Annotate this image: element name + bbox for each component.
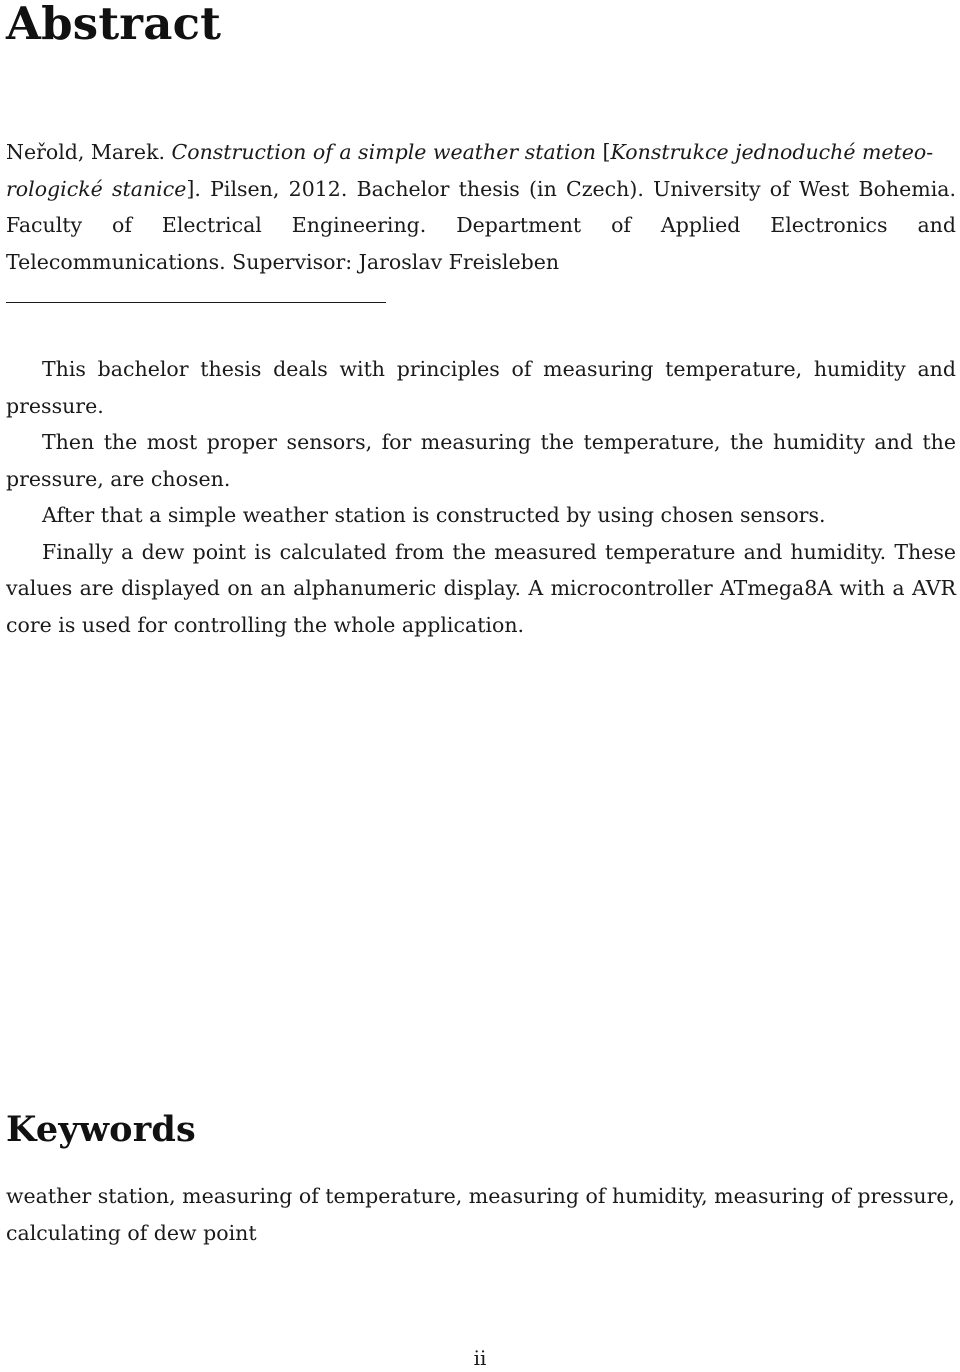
footnote-rule <box>6 302 386 303</box>
abstract-paragraph: After that a simple weather station is constructed by using chosen sensors. <box>42 503 826 527</box>
citation-title-czech-part2: rologické stanice <box>6 176 187 201</box>
abstract-heading: Abstract <box>6 0 222 50</box>
citation-details: . Pilsen, 2012. Bachelor thesis (in Czech). University of West Bohemia. Faculty of Electrical Engineering. Department of Applied Electronics and Telecommunications. Supervisor: Jaroslav Freisleben <box>6 176 957 274</box>
abstract-paragraph: Then the most proper sensors, for measuring the temperature, the humidity and the pressure, are chosen. <box>6 430 956 491</box>
citation-author: Neřold, Marek. <box>6 140 166 164</box>
keywords-heading: Keywords <box>6 1109 196 1150</box>
abstract-paragraph: This bachelor thesis deals with principles of measuring temperature, humidity and pressure. <box>6 357 956 418</box>
page-number: ii <box>473 1346 487 1370</box>
bibliographic-citation <box>6 134 956 280</box>
citation-bracket-open: [ <box>602 140 611 164</box>
citation-title-czech-part1: Konstrukce jednoduché meteo <box>610 140 927 164</box>
abstract-paragraph: Finally a dew point is calculated from the measured temperature and humidity. These values are displayed on an alphanumeric display. A microcontroller ATmega8A with a AVR core is used for controlling the whole application. <box>6 539 956 637</box>
citation-title-english: Construction of a simple weather station <box>171 140 597 164</box>
keywords-text: weather station, measuring of temperature, measuring of humidity, measuring of pressure, calculating of dew point <box>6 1184 956 1245</box>
abstract-body <box>6 351 956 643</box>
citation-bracket-close: ] <box>186 176 195 201</box>
citation-hyphen: - <box>926 140 934 164</box>
